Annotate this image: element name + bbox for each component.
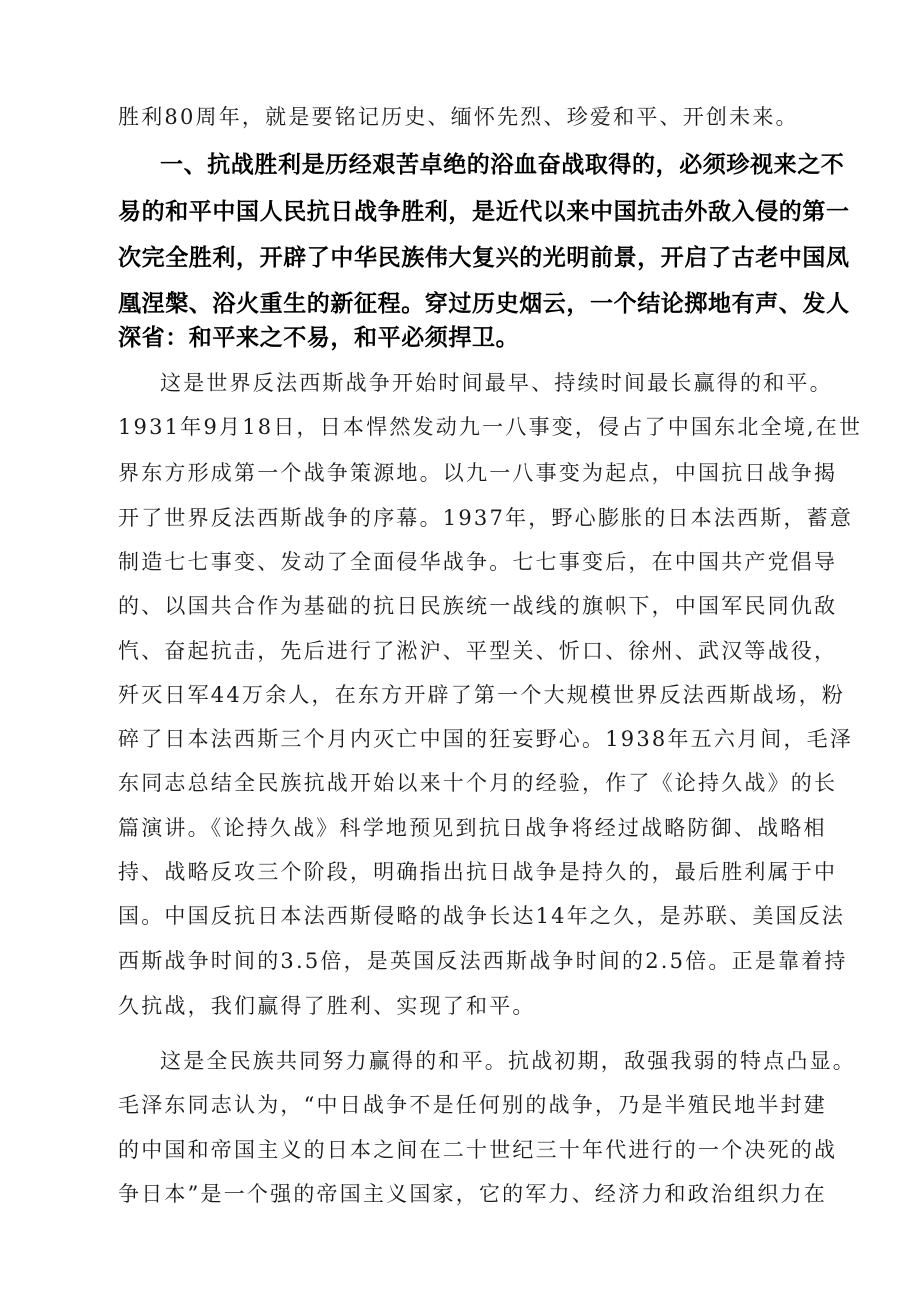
text-line: 界东方形成第一个战争策源地。以九一八事变为起点，中国抗日战争揭 [118, 461, 838, 485]
text-line: 1931年9月18日，日本悍然发动九一八事变，侵占了中国东北全境,在世 [118, 415, 863, 439]
text-line: 忾、奋起抗击，先后进行了淞沪、平型关、忻口、徐州、武汉等战役， [118, 639, 838, 663]
text-line: 这是全民族共同努力赢得的和平。抗战初期，敌强我弱的特点凸显。 [160, 1049, 856, 1073]
text-line: 制造七七事变、发动了全面侵华战争。七七事变后，在中国共产党倡导 [118, 550, 838, 574]
text-line: 胜利80周年，就是要铭记历史、缅怀先烈、珍爱和平、开创未来。 [118, 105, 799, 129]
section-heading-line: 凰涅槃、浴火重生的新征程。穿过历史烟云，一个结论掷地有声、发人 [118, 291, 850, 317]
text-line: 碎了日本法西斯三个月内灭亡中国的狂妄野心。1938年五六月间，毛泽 [118, 727, 854, 751]
text-line: 争日本”是一个强的帝国主义国家，它的军力、经济力和政治组织力在 [118, 1182, 827, 1206]
text-line: 歼灭日军44万余人，在东方开辟了第一个大规模世界反法西斯战场，粉 [118, 683, 846, 707]
section-heading-line: 次完全胜利，开辟了中华民族伟大复兴的光明前景，开启了古老中国凤 [118, 245, 850, 271]
text-line: 持、战略反攻三个阶段，明确指出抗日战争是持久的，最后胜利属于中 [118, 860, 838, 884]
text-line: 这是世界反法西斯战争开始时间最早、持续时间最长赢得的和平。 [160, 371, 833, 395]
section-heading-line: 易的和平中国人民抗日战争胜利，是近代以来中国抗击外敌入侵的第一 [118, 199, 850, 225]
section-heading-line: 深省：和平来之不易，和平必须捍卫。 [118, 325, 520, 351]
text-line: 的中国和帝国主义的日本之间在二十世纪三十年代进行的一个决死的战 [118, 1138, 838, 1162]
text-line: 国。中国反抗日本法西斯侵略的战争长达14年之久，是苏联、美国反法 [118, 904, 846, 928]
text-line: 篇演讲。《论持久战》科学地预见到抗日战争将经过战略防御、战略相 [118, 816, 827, 840]
text-line: 西斯战争时间的3.5倍，是英国反法西斯战争时间的2.5倍。正是靠着持 [118, 949, 848, 973]
text-line: 东同志总结全民族抗战开始以来十个月的经验，作了《论持久战》的长 [118, 771, 838, 795]
text-line: 开了世界反法西斯战争的序幕。1937年，野心膨胀的日本法西斯，蓄意 [118, 506, 854, 530]
text-line: 的、以国共合作为基础的抗日民族统一战线的旗帜下，中国军民同仇敌 [118, 594, 838, 618]
text-line: 久抗战，我们赢得了胜利、实现了和平。 [118, 994, 536, 1018]
text-line: 毛泽东同志认为，“中日战争不是任何别的战争，乃是半殖民地半封建 [118, 1093, 827, 1117]
section-heading-line: 一、抗战胜利是历经艰苦卓绝的浴血奋战取得的，必须珍视来之不 [160, 152, 845, 178]
